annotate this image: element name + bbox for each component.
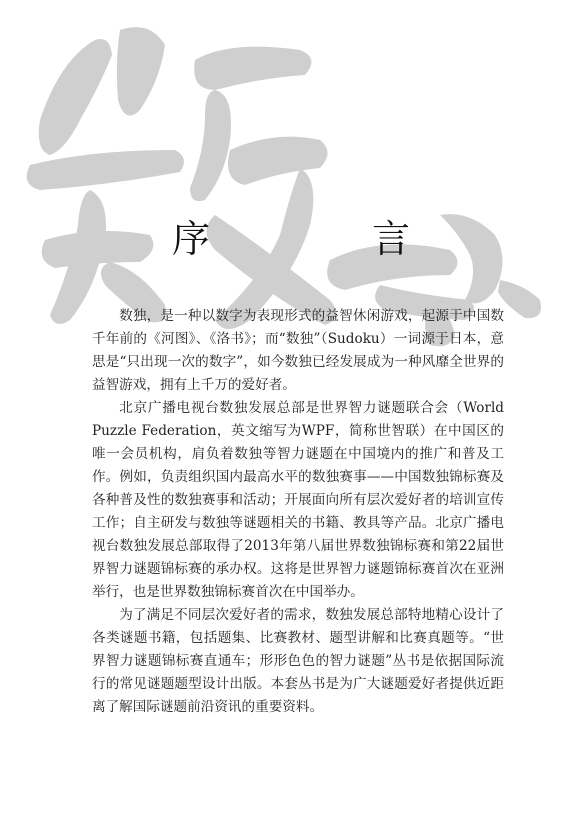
paragraph: 北京广播电视台数独发展总部是世界智力谜题联合会（World Puzzle Federation，英文缩写为WPF，简称世智联）在中国区的唯一会员机构，肩负着数独等智力谜题在中国境内的推广和普及工作。例如，负责组织国内最高水平的数独赛事——中国数独锦标赛及各种普及性的数独赛事和活动；开展面向所有层次爱好者的培训宣传工作；自主研发与数独等谜题相关的书籍、教具等产品。北京广播电视台数独发展总部取得了2013年第八届世界数独锦标赛和第22届世界智力谜题锦标赛的承办权。这将是世界智力谜题锦标赛首次在亚洲举行，也是世界数独锦标赛首次在中国举办。 — [92, 400, 504, 600]
page-title: 序 言 — [171, 217, 472, 261]
paragraph: 为了满足不同层次爱好者的需求，数独发展总部特地精心设计了各类谜题书籍，包括题集、比赛教材、题型讲解和比赛真题等。“世界智力谜题锦标赛直通车；形形色色的智力谜题”丛书是依据国际流行的常见谜题题型设计出版。本套丛书是为广大谜题爱好者提供近距离了解国际谜题前沿资讯的重要资料。 — [92, 607, 504, 715]
paragraph: 数独，是一种以数字为表现形式的益智休闲游戏，起源于中国数千年前的《河图》、《洛书》；而“数独”（Sudoku）一词源于日本，意思是“只出现一次的数字”，如今数独已经发展成为一种风靡全世界的益智游戏，拥有上千万的爱好者。 — [92, 308, 504, 393]
preface-body — [92, 305, 504, 719]
